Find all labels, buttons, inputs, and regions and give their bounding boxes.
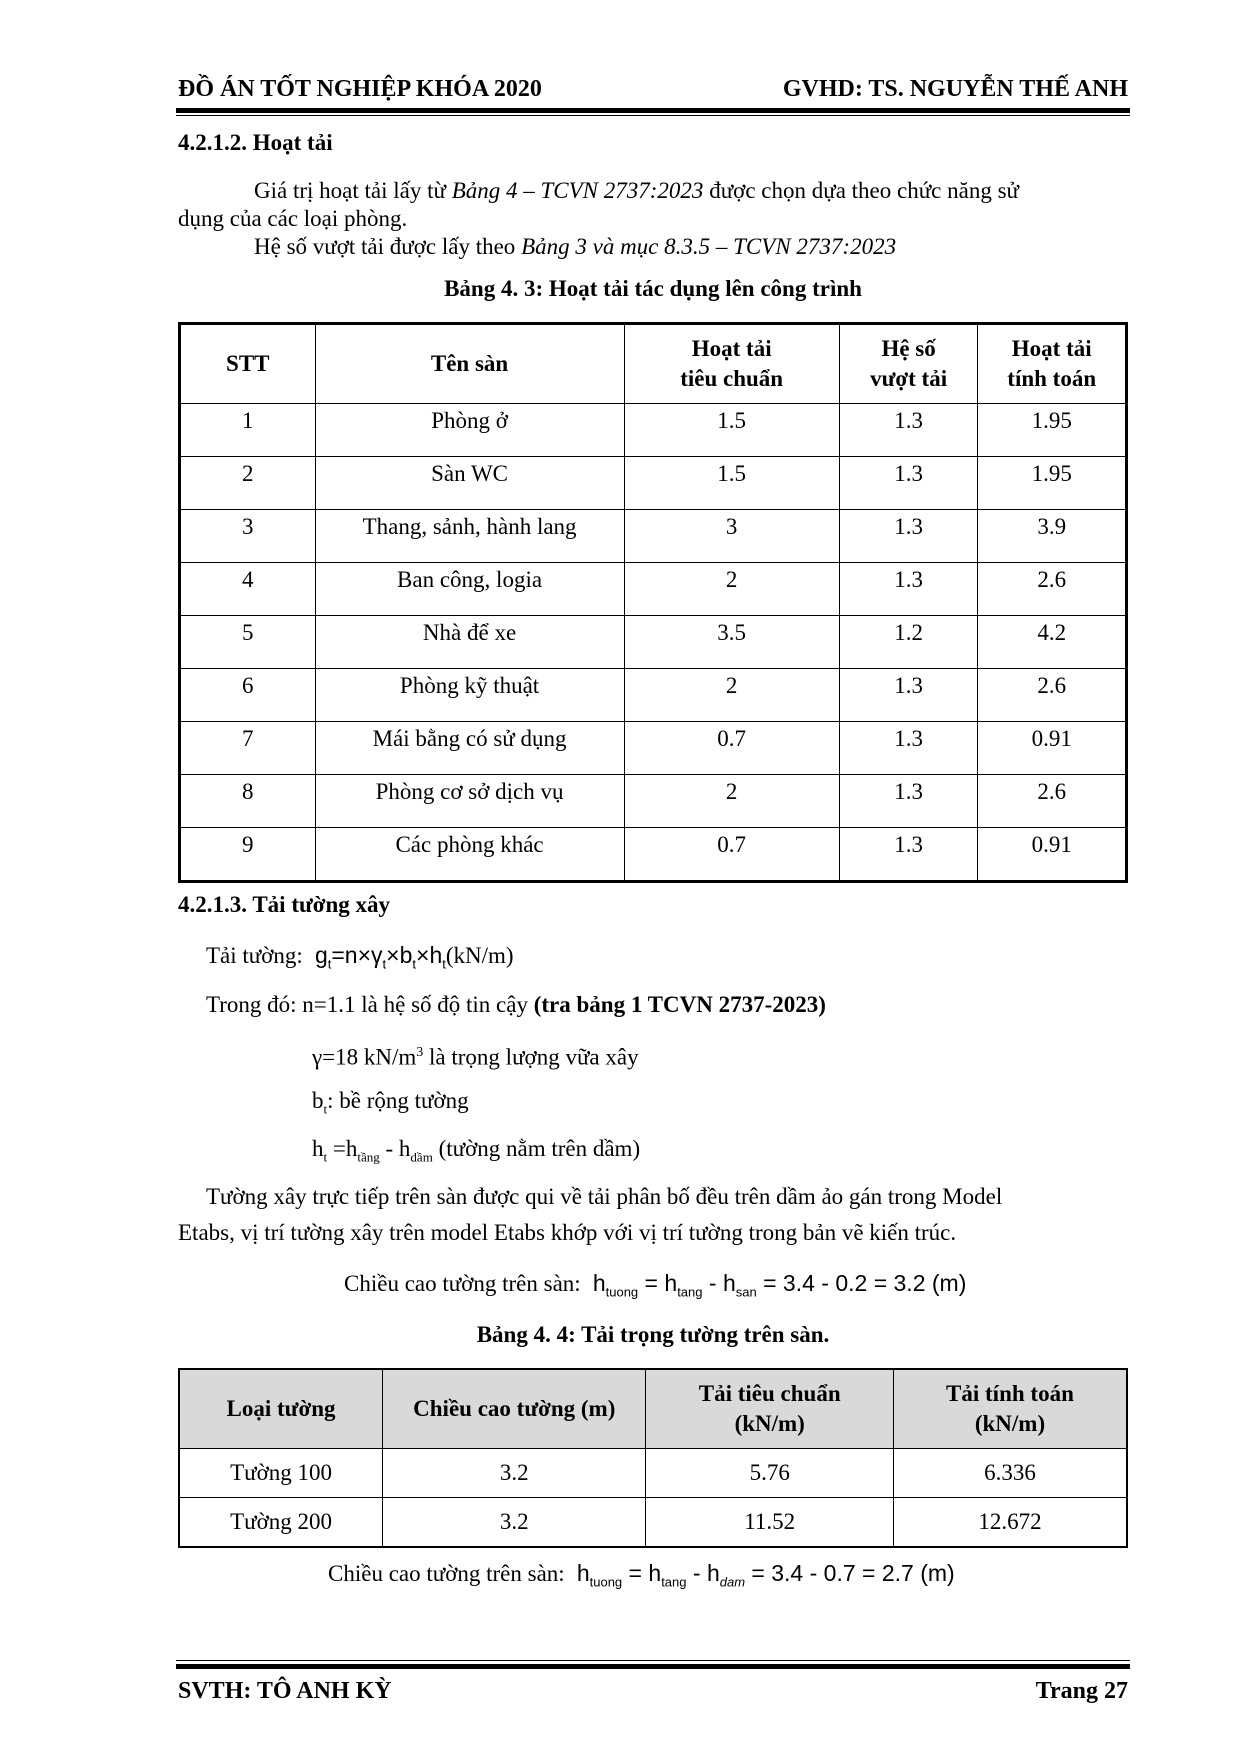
- live-load-table: [178, 322, 1128, 883]
- cell: 9: [180, 828, 316, 882]
- cell: 2.6: [978, 563, 1127, 616]
- col-header-stt: STT: [180, 324, 316, 404]
- col-header-floor-name: Tên sàn: [315, 324, 624, 404]
- wall-load-formula: $g_t=n\times\gamma_t\times b_t\times h_t$: [308, 942, 446, 972]
- wall-height-formula-1: [344, 1268, 966, 1308]
- table-row: [180, 669, 1127, 722]
- cell: 1.2: [839, 616, 978, 669]
- cell: 8: [180, 775, 316, 828]
- cell: Nhà để xe: [315, 616, 624, 669]
- text-run: b: [312, 1088, 324, 1113]
- table-4-4-caption: Bảng 4. 4: Tải trọng tường trên sàn.: [476, 1322, 830, 1347]
- cell: 2.6: [978, 669, 1127, 722]
- table-row: [180, 457, 1127, 510]
- footer-rule-thick: [176, 1664, 1130, 1669]
- text-run: Hệ số vượt tải được lấy theo: [254, 234, 522, 259]
- subscript: dầm: [410, 1149, 433, 1165]
- header-line: Tải tiêu chuẩn: [698, 1381, 841, 1406]
- header-line: (kN/m): [974, 1411, 1046, 1436]
- formula-unit: (kN/m): [445, 943, 514, 968]
- cell: Mái bằng có sử dụng: [315, 722, 624, 775]
- cell: 1.3: [839, 669, 978, 722]
- section-heading-wall-load: 4.2.1.3. Tải tường xây: [178, 892, 391, 917]
- cell: 2: [180, 457, 316, 510]
- header-line: tính toán: [1007, 366, 1097, 391]
- cell: 7: [180, 722, 316, 775]
- cell: 3.5: [624, 616, 839, 669]
- header-rule-thick: [176, 108, 1130, 113]
- formula-result: = 3.4 - 0.2 = 3.2 (m): [763, 1270, 967, 1296]
- cell: 3: [180, 510, 316, 563]
- col-header-design-load: [978, 324, 1127, 404]
- cell: 0.7: [624, 722, 839, 775]
- header-line: vượt tải: [870, 366, 948, 391]
- table-row: [180, 828, 1127, 882]
- col-header-factor: [839, 324, 978, 404]
- subscript: t: [323, 1101, 328, 1117]
- wall-paragraph-line-2: Etabs, vị trí tường xây trên model Etabs khớp với vị trí tường trong bản vẽ kiến trúc.: [178, 1220, 957, 1245]
- page-header: [178, 72, 1128, 108]
- text-run: =h: [327, 1136, 358, 1161]
- table-row: [180, 563, 1127, 616]
- ht-definition: [312, 1134, 640, 1173]
- text-run: được chọn dựa theo chức năng sử: [703, 178, 1020, 203]
- cell: 6.336: [893, 1449, 1127, 1498]
- cell: 11.52: [646, 1498, 893, 1548]
- cell: 3.9: [978, 510, 1127, 563]
- cell: Sàn WC: [315, 457, 624, 510]
- footer-rule-thin: [176, 1660, 1130, 1661]
- table-row: [180, 722, 1127, 775]
- text-run: là trọng lượng vữa xây: [423, 1044, 639, 1070]
- gamma-definition: [312, 1038, 639, 1073]
- cell: 6: [180, 669, 316, 722]
- reference-italic: Bảng 4 – TCVN 2737:2023: [451, 178, 704, 203]
- cell: Phòng kỹ thuật: [315, 669, 624, 722]
- cell: 1: [180, 404, 316, 457]
- cell: Tường 200: [179, 1498, 383, 1548]
- wall-load-table: [178, 1368, 1128, 1548]
- col-header-wall-type: Loại tường: [179, 1369, 383, 1449]
- height-formula: $h_{tuong} = h_{tang} - h_{dam} = 3.4 - 0.7 = 2.7$ (m): [570, 1560, 955, 1590]
- table-row: [179, 1449, 1127, 1498]
- wall-paragraph-line-1: Tường xây trực tiếp trên sàn được qui về tải phân bố đều trên dầm ảo gán trong Model: [206, 1184, 1003, 1209]
- cell: 1.3: [839, 510, 978, 563]
- cell: 5: [180, 616, 316, 669]
- text-run: : bề rộng tường: [327, 1088, 469, 1113]
- cell: 1.95: [978, 404, 1127, 457]
- wall-load-where-line: [206, 990, 826, 1020]
- cell: 1.3: [839, 775, 978, 828]
- cell: 4.2: [978, 616, 1127, 669]
- cell: 1.3: [839, 722, 978, 775]
- cell: 1.3: [839, 404, 978, 457]
- table-row: [180, 775, 1127, 828]
- live-load-paragraph-1: [254, 176, 1019, 206]
- text-run: Trong đó: n=1.1 là hệ số độ tin cậy: [206, 992, 534, 1017]
- cell: 3.2: [383, 1449, 646, 1498]
- table-4-3-caption: Bảng 4. 3: Hoạt tải tác dụng lên công trình: [444, 276, 862, 301]
- text-run: γ=18 kN/m: [312, 1044, 417, 1070]
- header-rule-thin: [176, 115, 1130, 116]
- wall-load-formula-line: [206, 940, 514, 980]
- superscript: 3: [416, 1045, 424, 1060]
- cell: Thang, sảnh, hành lang: [315, 510, 624, 563]
- table-header-row: [180, 324, 1127, 404]
- cell: 4: [180, 563, 316, 616]
- table-row: [180, 616, 1127, 669]
- header-project-title: ĐỒ ÁN TỐT NGHIỆP KHÓA 2020: [178, 76, 542, 102]
- cell: 1.3: [839, 563, 978, 616]
- formula-label: Chiều cao tường trên sàn:: [328, 1561, 565, 1586]
- bt-definition: [312, 1086, 469, 1125]
- formula-label: Tải tường:: [206, 943, 303, 968]
- subscript: tầng: [357, 1149, 380, 1165]
- subscript: t: [323, 1149, 328, 1165]
- wall-height-formula-2: [328, 1558, 955, 1598]
- height-formula: $h_{tuong} = h_{tang} - h_{san} = 3.4 - 0.2 = 3.2$ (m): [586, 1270, 967, 1300]
- text-run: - h: [379, 1136, 411, 1161]
- live-load-paragraph-2: [254, 232, 896, 262]
- col-header-wall-height: Chiều cao tường (m): [383, 1369, 646, 1449]
- col-header-design-load: [893, 1369, 1127, 1449]
- formula-result: = 3.4 - 0.7 = 2.7 (m): [751, 1560, 955, 1586]
- cell: 1.5: [624, 404, 839, 457]
- header-supervisor: GVHD: TS. NGUYỄN THẾ ANH: [782, 76, 1128, 102]
- table-row: [180, 404, 1127, 457]
- text-run: Giá trị hoạt tải lấy từ: [254, 178, 452, 203]
- header-line: Hoạt tải: [691, 336, 772, 361]
- table-row: [180, 510, 1127, 563]
- footer-student-name: SVTH: TÔ ANH KỲ: [178, 1678, 392, 1704]
- table-header-row: [179, 1369, 1127, 1449]
- cell: Tường 100: [179, 1449, 383, 1498]
- cell: 2: [624, 669, 839, 722]
- cell: 3.2: [383, 1498, 646, 1548]
- cell: 1.3: [839, 828, 978, 882]
- reference-bold: (tra bảng 1 TCVN 2737-2023): [533, 992, 826, 1017]
- cell: 1.95: [978, 457, 1127, 510]
- col-header-standard-load: [646, 1369, 893, 1449]
- table-row: [179, 1498, 1127, 1548]
- live-load-paragraph-1-cont: dụng của các loại phòng.: [178, 206, 408, 231]
- cell: 2: [624, 563, 839, 616]
- cell: 3: [624, 510, 839, 563]
- cell: Ban công, logia: [315, 563, 624, 616]
- cell: Các phòng khác: [315, 828, 624, 882]
- cell: 2: [624, 775, 839, 828]
- reference-italic: Bảng 3 và mục 8.3.5 – TCVN 2737:2023: [521, 234, 897, 259]
- cell: 1.5: [624, 457, 839, 510]
- text-run: h: [312, 1136, 324, 1161]
- cell: 5.76: [646, 1449, 893, 1498]
- cell: 12.672: [893, 1498, 1127, 1548]
- footer-page-number: Trang 27: [1035, 1678, 1128, 1704]
- header-line: Hoạt tải: [1011, 336, 1092, 361]
- text-run: (tường nằm trên dầm): [432, 1136, 641, 1161]
- cell: 2.6: [978, 775, 1127, 828]
- header-line: Hệ số: [881, 336, 936, 361]
- formula-label: Chiều cao tường trên sàn:: [344, 1271, 581, 1296]
- col-header-standard-load: [624, 324, 839, 404]
- cell: 0.91: [978, 828, 1127, 882]
- header-line: tiêu chuẩn: [680, 366, 784, 391]
- cell: Phòng cơ sở dịch vụ: [315, 775, 624, 828]
- header-line: (kN/m): [734, 1411, 805, 1436]
- cell: 0.7: [624, 828, 839, 882]
- section-heading-live-load: 4.2.1.2. Hoạt tải: [178, 130, 333, 155]
- cell: Phòng ở: [315, 404, 624, 457]
- cell: 0.91: [978, 722, 1127, 775]
- header-line: Tải tính toán: [946, 1381, 1074, 1406]
- cell: 1.3: [839, 457, 978, 510]
